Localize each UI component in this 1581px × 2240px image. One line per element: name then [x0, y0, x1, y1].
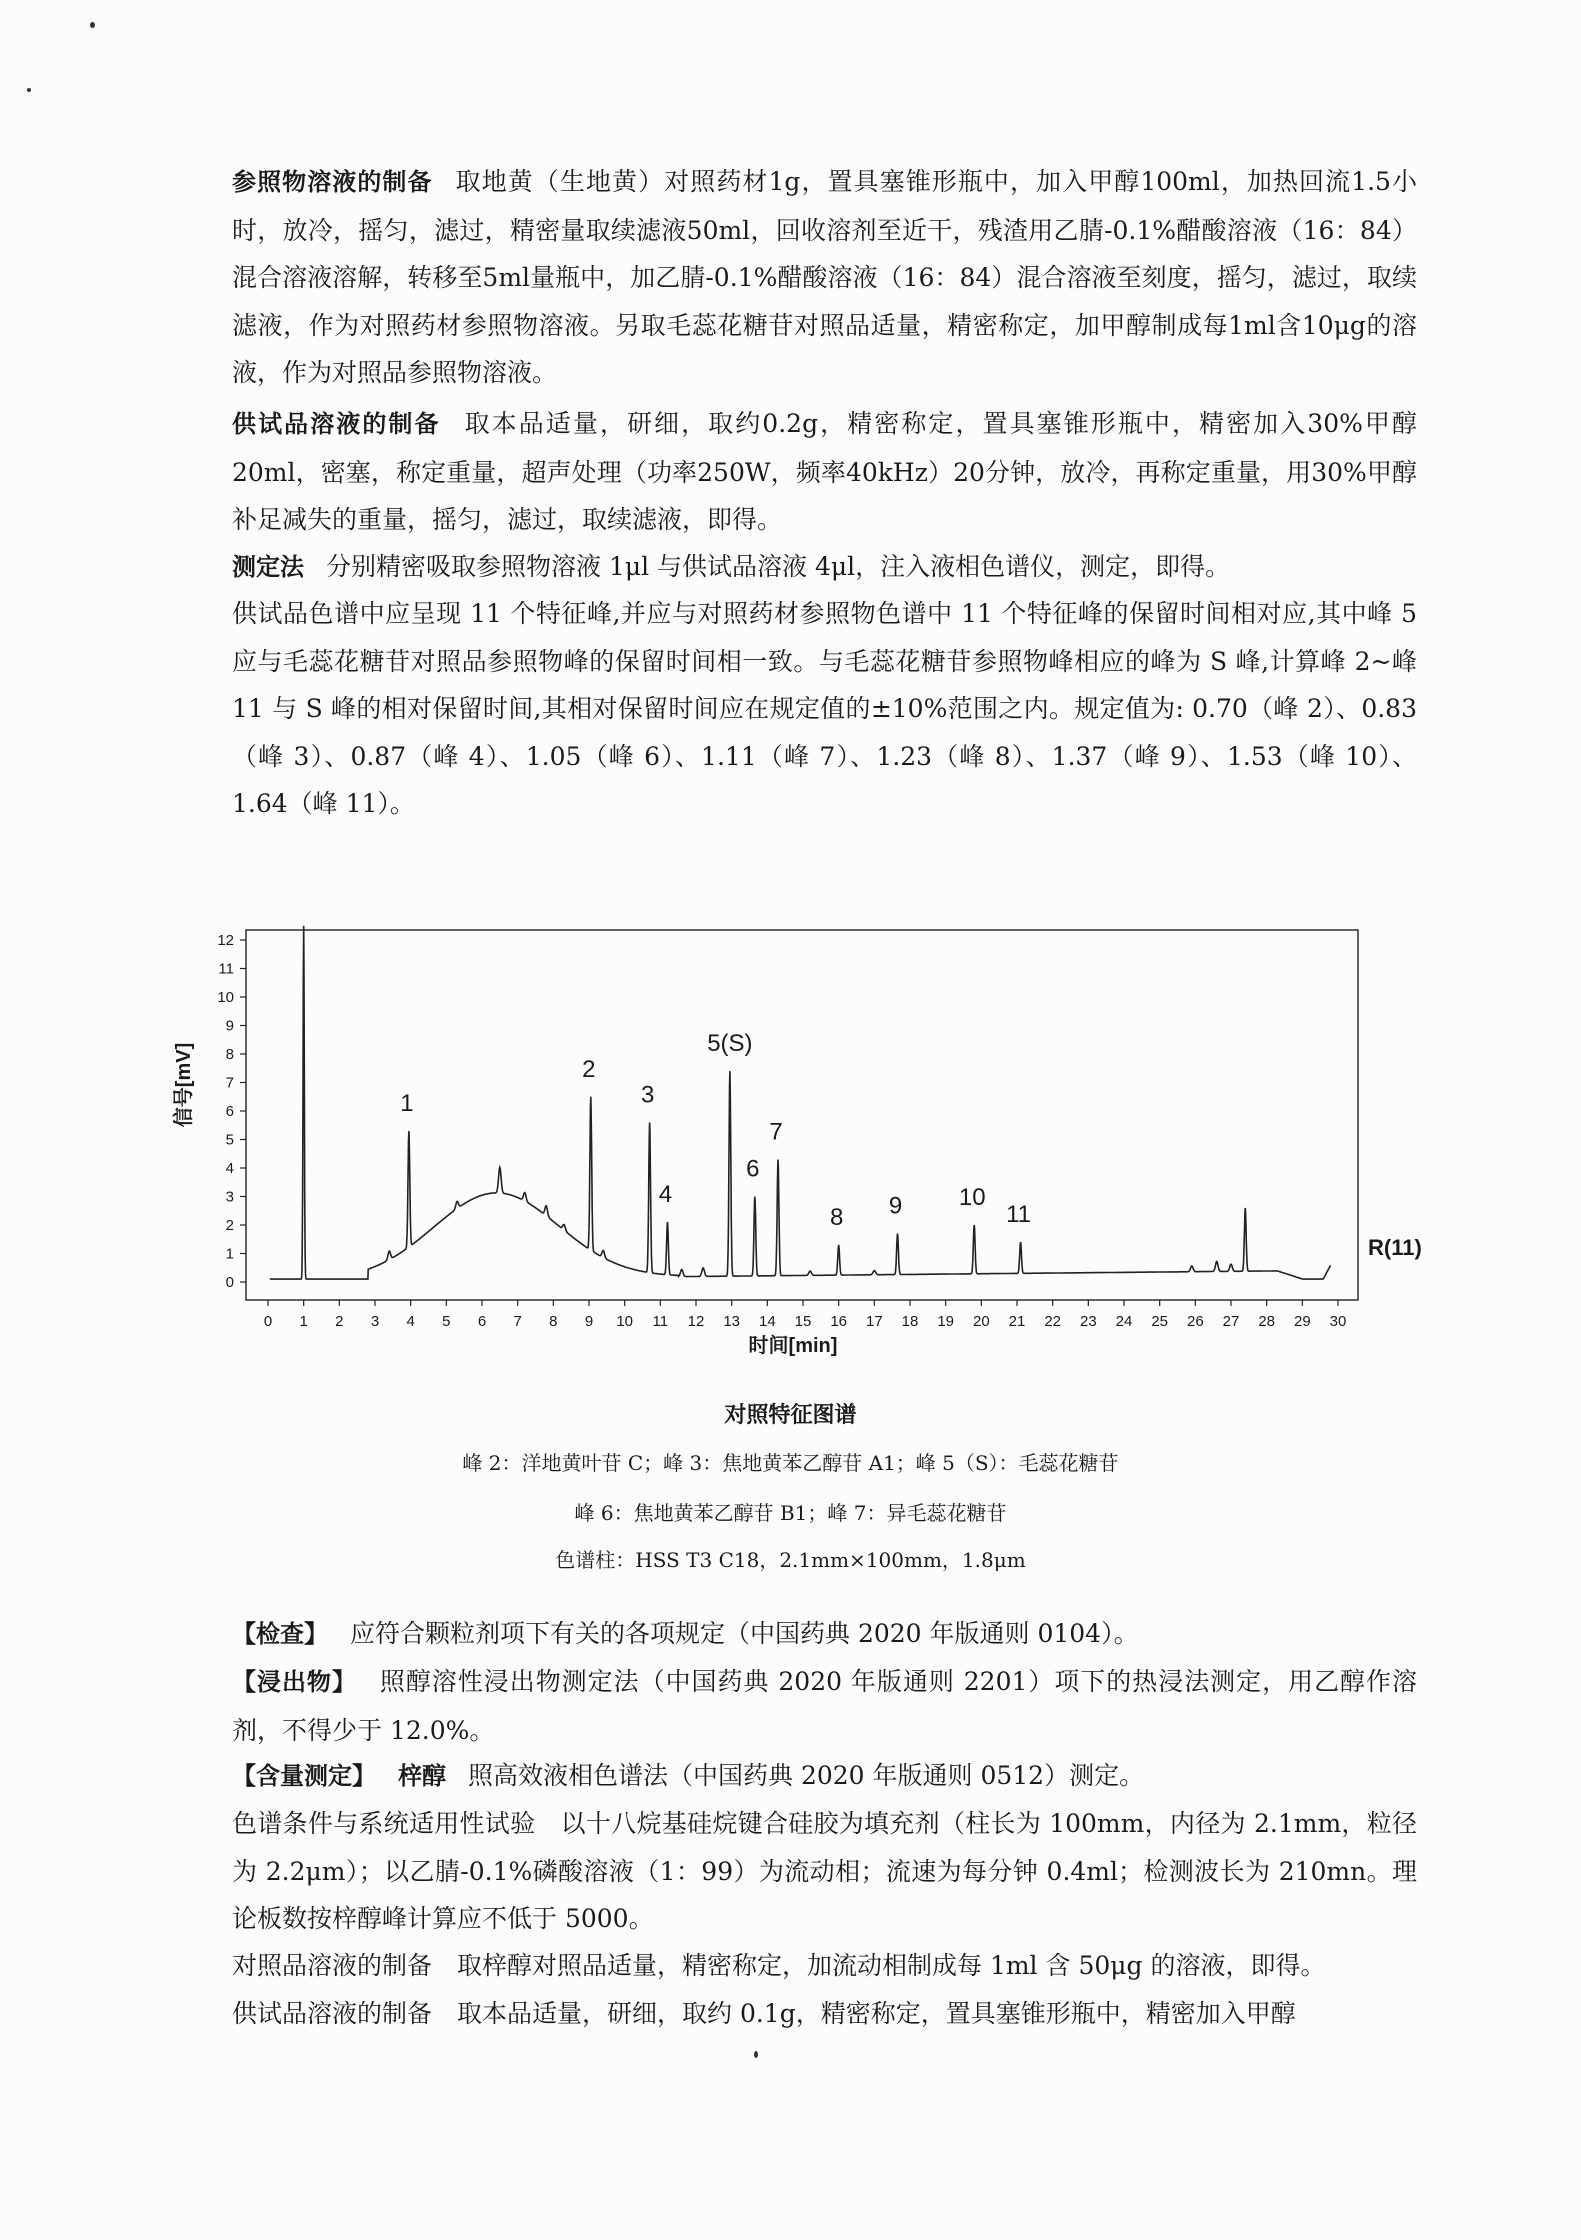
paragraph-text: 照醇溶性浸出物测定法（中国药典 2020 年版通则 2201）项下的热浸法测定，用乙醇作溶剂，不得少于 12.0%。 — [232, 1667, 1417, 1745]
paragraph-text: 供试品溶液的制备 取本品适量，研细，取约 0.1g，精密称定，置具塞锥形瓶中，精密加入甲醇 — [232, 1999, 1296, 2028]
x-tick-label: 22 — [1044, 1313, 1062, 1330]
x-tick-label: 23 — [1079, 1313, 1097, 1330]
paragraph-extract — [232, 1658, 1417, 1754]
x-tick-label: 3 — [370, 1313, 380, 1330]
paragraph-text: 分别精密吸取参照物溶液 1μl 与供试品溶液 4μl，注入液相色谱仪，测定，即得。 — [326, 552, 1231, 581]
paragraph-text: 供试品色谱中应呈现 11 个特征峰,并应与对照药材参照物色谱中 11 个特征峰的保留时间相对应,其中峰 5 应与毛蕊花糖苷对照品参照物峰的保留时间相一致。与毛蕊花糖苷参照物峰相应的峰为 S 峰,计算峰 2~峰 11 与 S 峰的相对保留时间,其相对保留时间应在规定值的±10%范围之内。规定值为: 0.70（峰 2）、0.83（峰 3）、0.87（峰 4）、1.05（峰 6）、1.11（峰 7）、1.23（峰 8）、1.37（峰 9）、1.53（峰 10）、1.64（峰 11）。 — [232, 599, 1417, 818]
peak-label: 1 — [400, 1089, 414, 1117]
peak-label: 2 — [582, 1055, 596, 1083]
x-tick-label: 24 — [1115, 1313, 1133, 1330]
x-tick-label: 11 — [652, 1313, 669, 1330]
paragraph-reference-solution — [232, 158, 1417, 397]
figure-caption-line: 峰 6：焦地黄苯乙醇苷 B1；峰 7：异毛蕊花糖苷 — [574, 1501, 1007, 1525]
figure-caption-line: 峰 2：洋地黄叶苷 C；峰 3：焦地黄苯乙醇苷 A1；峰 5（S）：毛蕊花糖苷 — [462, 1451, 1119, 1475]
paragraph-text: 色谱条件与系统适用性试验 以十八烷基硅烷键合硅胶为填充剂（柱长为 100mm，内径为 2.1mm，粒径为 2.2μm）；以乙腈-0.1%磷酸溶液（1：99）为流动相；流速为每分钟 0.4ml；检测波长为 210mn。理论板数按梓醇峰计算应不低于 5000。 — [232, 1809, 1417, 1933]
x-tick-label: 2 — [335, 1313, 344, 1330]
peak-label: 8 — [829, 1203, 844, 1231]
y-tick-label: 8 — [225, 1046, 234, 1063]
y-tick-label: 2 — [225, 1217, 234, 1234]
paragraph-conditions — [232, 1800, 1417, 1943]
paragraph-lead-2: 梓醇 — [398, 1762, 446, 1790]
y-tick-label: 0 — [225, 1274, 234, 1291]
x-tick-label: 18 — [901, 1313, 919, 1330]
x-tick-label: 29 — [1293, 1313, 1311, 1330]
x-tick-label: 17 — [865, 1313, 883, 1330]
scan-speck — [27, 88, 31, 92]
x-tick-label: 5 — [442, 1313, 451, 1330]
y-tick-label: 3 — [225, 1188, 234, 1206]
y-tick-label: 4 — [225, 1160, 234, 1177]
peak-label: 3 — [640, 1081, 655, 1109]
paragraph-text: 应符合颗粒剂项下有关的各项规定（中国药典 2020 年版通则 0104）。 — [350, 1619, 1139, 1648]
x-tick-label: 9 — [584, 1313, 594, 1330]
paragraph-text: 取地黄（生地黄）对照药材1g，置具塞锥形瓶中，加入甲醇100ml，加热回流1.5小时，放冷，摇匀，滤过，精密量取续滤液50ml，回收溶剂至近干，残渣用乙腈-0.1%醋酸溶液（16：84）混合溶液溶解，转移至5ml量瓶中，加乙腈-0.1%醋酸溶液（16：84）混合溶液至刻度，摇匀，滤过，取续滤液，作为对照药材参照物溶液。另取毛蕊花糖苷对照品适量，精密称定，加甲醇制成每1ml含10μg的溶液，作为对照品参照物溶液。 — [232, 167, 1418, 387]
y-axis-label: 信号[mV] — [173, 1042, 195, 1128]
peak-label: 11 — [1006, 1201, 1032, 1229]
x-tick-label: 1 — [299, 1313, 308, 1330]
paragraph-text: 对照品溶液的制备 取梓醇对照品适量，精密称定，加流动相制成每 1ml 含 50μg 的溶液，即得。 — [232, 1951, 1326, 1980]
y-tick-label: 10 — [217, 989, 234, 1006]
paragraph-method — [232, 543, 1417, 592]
paragraph-inspection — [232, 1610, 1417, 1659]
paragraph-test-solution-2 — [232, 1990, 1417, 2038]
paragraph-lead: 参照物溶液的制备 — [232, 168, 433, 196]
x-tick-label: 6 — [477, 1313, 487, 1330]
x-tick-label: 12 — [687, 1313, 705, 1330]
x-tick-label: 30 — [1329, 1313, 1347, 1330]
peak-label: 10 — [958, 1184, 986, 1211]
scan-speck — [754, 2051, 758, 2058]
y-tick-label: 5 — [225, 1131, 234, 1149]
x-tick-label: 19 — [937, 1313, 955, 1330]
y-tick-label: 11 — [218, 960, 234, 978]
paragraph-lead: 【检查】 — [232, 1620, 328, 1648]
scan-speck — [90, 22, 95, 28]
x-tick-label: 13 — [723, 1313, 741, 1330]
x-axis-label: 时间[min] — [748, 1335, 838, 1357]
x-tick-label: 15 — [794, 1313, 812, 1330]
x-tick-label: 8 — [549, 1313, 558, 1330]
peak-label: 7 — [769, 1118, 783, 1146]
figure-caption-line: 色谱柱：HSS T3 C18，2.1mm×100mm，1.8μm — [555, 1548, 1026, 1572]
x-tick-label: 4 — [406, 1313, 415, 1330]
paragraph-text: 取本品适量，研细，取约0.2g，精密称定，置具塞锥形瓶中，精密加入30%甲醇20ml，密塞，称定重量，超声处理（功率250W，频率40kHz）20分钟，放冷，再称定重量，用30%甲醇补足减失的重量，摇匀，滤过，取续滤液，即得。 — [232, 409, 1418, 534]
peak-label: 9 — [888, 1192, 903, 1220]
chromatogram-trace — [270, 926, 1331, 1279]
peak-label: 5(S) — [707, 1030, 753, 1058]
x-tick-label: 10 — [616, 1313, 634, 1330]
x-tick-label: 14 — [758, 1313, 776, 1330]
x-tick-label: 20 — [972, 1313, 990, 1330]
peak-label: 6 — [746, 1155, 760, 1183]
y-tick-label: 1 — [225, 1245, 234, 1263]
x-tick-label: 28 — [1258, 1313, 1276, 1330]
paragraph-lead: 【浸出物】 — [232, 1668, 357, 1696]
paragraph-text: 照高效液相色谱法（中国药典 2020 年版通则 0512）测定。 — [468, 1761, 1145, 1790]
x-tick-label: 27 — [1222, 1313, 1240, 1330]
paragraph-standard-solution — [232, 1942, 1417, 1990]
paragraph-assay — [232, 1752, 1417, 1801]
paragraph-criteria — [232, 590, 1417, 828]
x-tick-label: 21 — [1008, 1313, 1026, 1330]
paragraph-lead: 测定法 — [232, 553, 304, 581]
peak-label: 4 — [658, 1181, 673, 1209]
x-tick-label: 0 — [263, 1313, 273, 1330]
y-tick-label: 12 — [217, 932, 234, 949]
trace-label: R(11) — [1368, 1235, 1422, 1260]
paragraph-lead: 【含量测定】 — [232, 1762, 376, 1790]
figure-caption-title: 对照特征图谱 — [724, 1403, 857, 1428]
y-tick-label: 7 — [225, 1074, 234, 1092]
x-tick-label: 16 — [830, 1313, 848, 1330]
chromatogram-chart — [0, 900, 1581, 1360]
x-tick-label: 26 — [1186, 1313, 1204, 1330]
paragraph-lead: 供试品溶液的制备 — [232, 410, 441, 438]
x-tick-label: 25 — [1151, 1313, 1169, 1330]
y-tick-label: 9 — [225, 1017, 234, 1035]
paragraph-test-solution — [232, 400, 1417, 544]
x-tick-label: 7 — [513, 1313, 522, 1330]
y-tick-label: 6 — [225, 1103, 234, 1120]
